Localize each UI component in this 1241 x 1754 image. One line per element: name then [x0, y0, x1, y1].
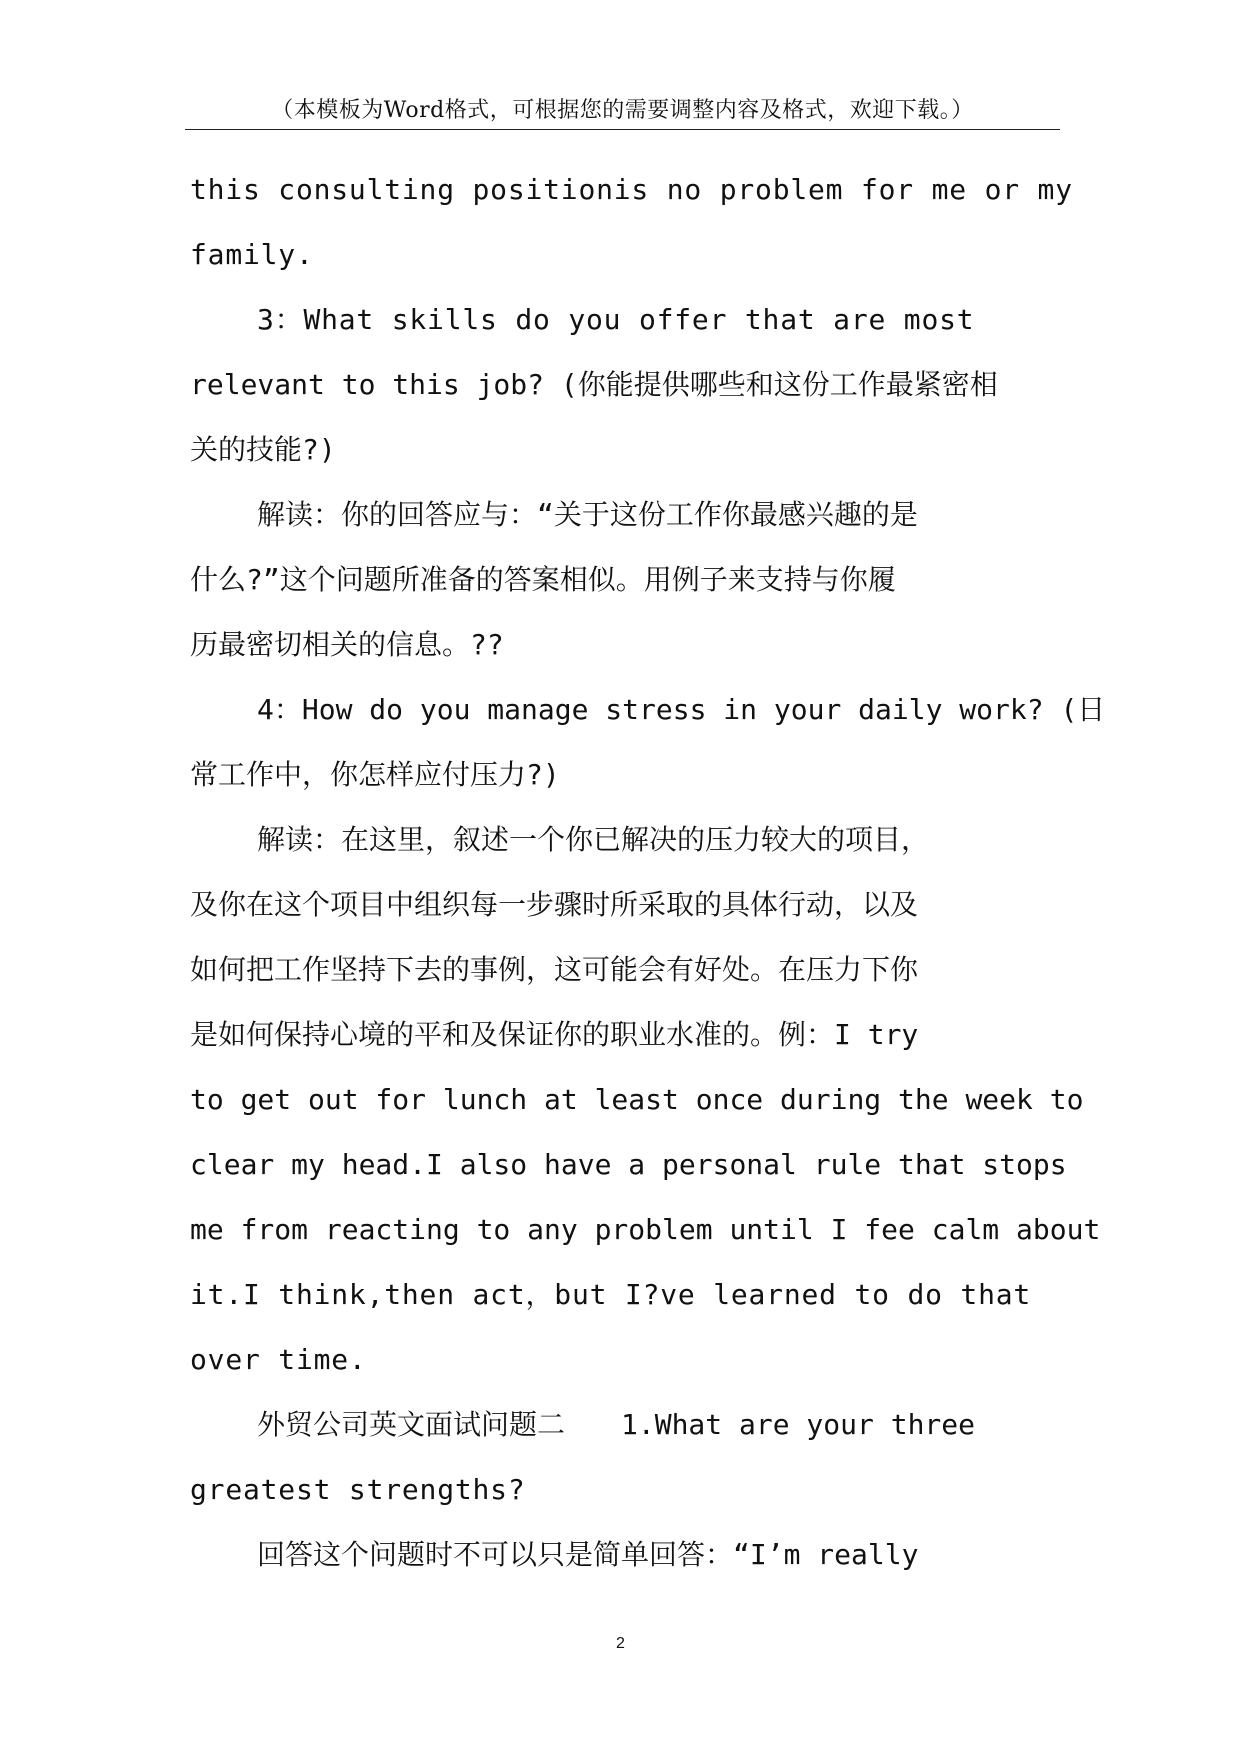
body-line: 解读：你的回答应与：“关于这份工作你最感兴趣的是 [257, 498, 918, 531]
header-divider [185, 129, 1060, 130]
body-line: clear my head.I also have a personal rule that stops [190, 1148, 1067, 1181]
body-line: 及你在这个项目中组织每一步骤时所采取的具体行动，以及 [190, 888, 919, 921]
header-note: （本模板为Word格式，可根据您的需要调整内容及格式，欢迎下载。） [271, 98, 974, 123]
body-line: to get out for lunch at least once during the week to [190, 1083, 1084, 1116]
body-line: 是如何保持心境的平和及保证你的职业水准的。例：I try [190, 1018, 919, 1051]
body-line: 解读：在这里，叙述一个你已解决的压力较大的项目， [257, 823, 930, 856]
body-line: family. [190, 238, 314, 271]
body-line: 如何把工作坚持下去的事例，这可能会有好处。在压力下你 [190, 953, 919, 986]
body-line: 什么?”这个问题所准备的答案相似。用例子来支持与你履 [190, 563, 896, 596]
body-line: this consulting positionis no problem for me or my [190, 173, 1073, 206]
body-line: greatest strengths? [190, 1473, 526, 1506]
body-line: me from reacting to any problem until I fee calm about [190, 1213, 1101, 1246]
body-line: 常工作中，你怎样应付压力?) [190, 758, 560, 791]
body-text [190, 157, 1106, 1587]
body-line: 历最密切相关的信息。?? [190, 628, 504, 661]
body-line: 关的技能?) [190, 433, 336, 466]
body-line: 3：What skills do you offer that are most [257, 303, 975, 336]
body-line: 回答这个问题时不可以只是简单回答：“I’m really [257, 1538, 919, 1571]
body-line: it.I think,then act，but I?ve learned to do that [190, 1278, 1032, 1311]
body-line: 外贸公司英文面试问题二 1.What are your three [257, 1408, 976, 1441]
body-line: 4：How do you manage stress in your daily work? (日 [257, 693, 1106, 726]
body-line: relevant to this job? (你能提供哪些和这份工作最紧密相 [190, 368, 998, 401]
page-number: 2 [616, 1635, 625, 1652]
body-line: over time. [190, 1343, 367, 1376]
